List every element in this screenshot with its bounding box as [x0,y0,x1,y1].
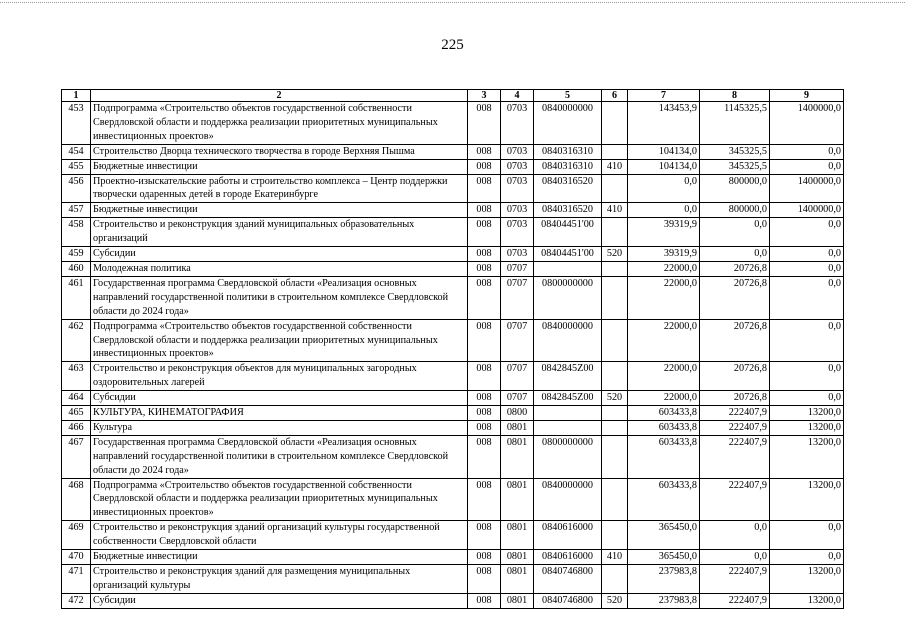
table-row [62,391,844,406]
amount-year2-cell: 800000,0 [700,174,770,203]
ministry-code-cell: 008 [468,593,501,608]
row-number-cell: 468 [62,478,91,521]
amount-year1-cell: 603433,8 [628,435,700,478]
target-article-cell: 08404451'00 [534,247,602,262]
expense-type-cell [602,478,628,521]
table-body [62,102,844,609]
section-code-cell: 0707 [501,362,534,391]
target-article-cell [534,420,602,435]
amount-year2-cell: 222407,9 [700,435,770,478]
amount-year3-cell: 0,0 [770,276,844,319]
expense-type-cell [602,102,628,145]
target-article-cell: 0840316310 [534,159,602,174]
row-number-cell: 466 [62,420,91,435]
table-row [62,218,844,247]
target-article-cell: 0840616000 [534,521,602,550]
header-cell: 5 [534,90,602,102]
amount-year1-cell: 237983,8 [628,593,700,608]
expense-type-cell: 520 [602,391,628,406]
row-name-cell: Бюджетные инвестиции [91,159,468,174]
amount-year3-cell: 13200,0 [770,435,844,478]
section-code-cell: 0800 [501,406,534,421]
target-article-cell: 0800000000 [534,276,602,319]
target-article-cell: 0840316520 [534,203,602,218]
target-article-cell: 0840746800 [534,593,602,608]
amount-year3-cell: 0,0 [770,391,844,406]
table-row [62,102,844,145]
amount-year2-cell: 0,0 [700,247,770,262]
amount-year2-cell: 800000,0 [700,203,770,218]
section-code-cell: 0707 [501,276,534,319]
table-header-row [62,90,844,102]
ministry-code-cell: 008 [468,261,501,276]
table-row [62,174,844,203]
section-code-cell: 0707 [501,319,534,362]
section-code-cell: 0703 [501,102,534,145]
amount-year2-cell: 222407,9 [700,420,770,435]
ministry-code-cell: 008 [468,102,501,145]
row-name-cell: Бюджетные инвестиции [91,550,468,565]
amount-year1-cell: 0,0 [628,203,700,218]
amount-year1-cell: 237983,8 [628,565,700,594]
row-name-cell: Субсидии [91,247,468,262]
row-number-cell: 463 [62,362,91,391]
header-cell: 3 [468,90,501,102]
amount-year3-cell: 1400000,0 [770,203,844,218]
section-code-cell: 0707 [501,261,534,276]
amount-year1-cell: 365450,0 [628,550,700,565]
amount-year2-cell: 20726,8 [700,319,770,362]
amount-year2-cell: 345325,5 [700,159,770,174]
amount-year3-cell: 0,0 [770,261,844,276]
target-article-cell: 0840000000 [534,102,602,145]
amount-year1-cell: 365450,0 [628,521,700,550]
amount-year1-cell: 22000,0 [628,391,700,406]
row-name-cell: Молодежная политика [91,261,468,276]
amount-year1-cell: 22000,0 [628,261,700,276]
header-cell: 6 [602,90,628,102]
row-name-cell: Строительство и реконструкция зданий для размещения муниципальных организаций культуры [91,565,468,594]
amount-year3-cell: 0,0 [770,144,844,159]
amount-year1-cell: 143453,9 [628,102,700,145]
ministry-code-cell: 008 [468,550,501,565]
ministry-code-cell: 008 [468,159,501,174]
section-code-cell: 0801 [501,521,534,550]
expense-type-cell [602,565,628,594]
section-code-cell: 0703 [501,218,534,247]
target-article-cell: 0842845Z00 [534,362,602,391]
row-number-cell: 469 [62,521,91,550]
table-row [62,144,844,159]
ministry-code-cell: 008 [468,144,501,159]
amount-year2-cell: 20726,8 [700,362,770,391]
expense-type-cell: 410 [602,159,628,174]
table-row [62,435,844,478]
amount-year3-cell: 13200,0 [770,565,844,594]
amount-year2-cell: 0,0 [700,521,770,550]
amount-year1-cell: 39319,9 [628,247,700,262]
amount-year3-cell: 13200,0 [770,420,844,435]
row-name-cell: Субсидии [91,391,468,406]
section-code-cell: 0801 [501,565,534,594]
header-cell: 4 [501,90,534,102]
amount-year2-cell: 222407,9 [700,478,770,521]
row-name-cell: Подпрограмма «Строительство объектов государственной собственности Свердловской области и поддержка реализации приоритетных муниципальных инвестиционных проектов» [91,319,468,362]
row-number-cell: 457 [62,203,91,218]
amount-year1-cell: 603433,8 [628,406,700,421]
expense-type-cell: 520 [602,593,628,608]
page-number: 225 [441,37,464,53]
amount-year2-cell: 222407,9 [700,406,770,421]
row-number-cell: 470 [62,550,91,565]
amount-year1-cell: 603433,8 [628,420,700,435]
row-name-cell: Проектно-изыскательские работы и строительство комплекса – Центр поддержки творчески одаренных детей в городе Екатеринбурге [91,174,468,203]
amount-year1-cell: 0,0 [628,174,700,203]
expense-type-cell [602,362,628,391]
row-name-cell: Субсидии [91,593,468,608]
expense-type-cell [602,174,628,203]
section-code-cell: 0703 [501,144,534,159]
amount-year3-cell: 13200,0 [770,478,844,521]
row-name-cell: Бюджетные инвестиции [91,203,468,218]
section-code-cell: 0801 [501,435,534,478]
amount-year2-cell: 20726,8 [700,391,770,406]
target-article-cell: 0800000000 [534,435,602,478]
amount-year1-cell: 22000,0 [628,319,700,362]
amount-year2-cell: 222407,9 [700,593,770,608]
row-number-cell: 455 [62,159,91,174]
ministry-code-cell: 008 [468,565,501,594]
amount-year1-cell: 39319,9 [628,218,700,247]
target-article-cell [534,406,602,421]
row-number-cell: 465 [62,406,91,421]
ministry-code-cell: 008 [468,478,501,521]
target-article-cell: 0840746800 [534,565,602,594]
ministry-code-cell: 008 [468,521,501,550]
ministry-code-cell: 008 [468,174,501,203]
row-number-cell: 460 [62,261,91,276]
amount-year2-cell: 345325,5 [700,144,770,159]
target-article-cell: 0842845Z00 [534,391,602,406]
amount-year1-cell: 22000,0 [628,276,700,319]
amount-year3-cell: 13200,0 [770,406,844,421]
amount-year3-cell: 0,0 [770,159,844,174]
ministry-code-cell: 008 [468,420,501,435]
ministry-code-cell: 008 [468,203,501,218]
expense-type-cell: 410 [602,550,628,565]
ministry-code-cell: 008 [468,391,501,406]
expense-type-cell [602,261,628,276]
amount-year2-cell: 222407,9 [700,565,770,594]
expense-type-cell [602,521,628,550]
row-name-cell: Строительство и реконструкция объектов для муниципальных загородных оздоровительных лагерей [91,362,468,391]
amount-year1-cell: 22000,0 [628,362,700,391]
table-row [62,593,844,608]
header-cell: 1 [62,90,91,102]
target-article-cell: 0840000000 [534,478,602,521]
section-code-cell: 0703 [501,203,534,218]
row-number-cell: 458 [62,218,91,247]
ministry-code-cell: 008 [468,276,501,319]
row-name-cell: Строительство Дворца технического творчества в городе Верхняя Пышма [91,144,468,159]
header-cell: 9 [770,90,844,102]
ministry-code-cell: 008 [468,319,501,362]
expense-type-cell [602,420,628,435]
top-edge-rule [0,2,905,4]
section-code-cell: 0703 [501,159,534,174]
table-row [62,203,844,218]
amount-year3-cell: 0,0 [770,521,844,550]
amount-year1-cell: 603433,8 [628,478,700,521]
amount-year3-cell: 1400000,0 [770,174,844,203]
table-row [62,159,844,174]
amount-year1-cell: 104134,0 [628,144,700,159]
table-row [62,319,844,362]
row-number-cell: 467 [62,435,91,478]
budget-table [61,89,844,609]
row-name-cell: Государственная программа Свердловской области «Реализация основных направлений государственной политики в строительном комплексе Свердловской области до 2024 года» [91,276,468,319]
row-number-cell: 456 [62,174,91,203]
expense-type-cell [602,276,628,319]
row-number-cell: 459 [62,247,91,262]
row-name-cell: Строительство и реконструкция зданий организаций культуры государственной собственности Свердловской области [91,521,468,550]
table-row [62,478,844,521]
amount-year3-cell: 0,0 [770,550,844,565]
section-code-cell: 0703 [501,247,534,262]
table-row [62,521,844,550]
row-number-cell: 462 [62,319,91,362]
ministry-code-cell: 008 [468,406,501,421]
target-article-cell [534,261,602,276]
header-cell: 7 [628,90,700,102]
row-name-cell: КУЛЬТУРА, КИНЕМАТОГРАФИЯ [91,406,468,421]
section-code-cell: 0801 [501,593,534,608]
table-row [62,565,844,594]
row-number-cell: 472 [62,593,91,608]
row-number-cell: 464 [62,391,91,406]
row-number-cell: 471 [62,565,91,594]
table-row [62,362,844,391]
expense-type-cell [602,144,628,159]
row-number-cell: 453 [62,102,91,145]
table-row [62,247,844,262]
ministry-code-cell: 008 [468,435,501,478]
table-row [62,406,844,421]
amount-year2-cell: 20726,8 [700,276,770,319]
header-cell: 2 [91,90,468,102]
row-name-cell: Культура [91,420,468,435]
amount-year3-cell: 1400000,0 [770,102,844,145]
section-code-cell: 0707 [501,391,534,406]
table-row [62,276,844,319]
header-cell: 8 [700,90,770,102]
target-article-cell: 08404451'00 [534,218,602,247]
target-article-cell: 0840316310 [534,144,602,159]
amount-year2-cell: 0,0 [700,218,770,247]
section-code-cell: 0801 [501,420,534,435]
ministry-code-cell: 008 [468,218,501,247]
amount-year2-cell: 20726,8 [700,261,770,276]
amount-year3-cell: 0,0 [770,362,844,391]
amount-year2-cell: 1145325,5 [700,102,770,145]
amount-year1-cell: 104134,0 [628,159,700,174]
target-article-cell: 0840616000 [534,550,602,565]
target-article-cell: 0840316520 [534,174,602,203]
section-code-cell: 0703 [501,174,534,203]
amount-year3-cell: 0,0 [770,218,844,247]
target-article-cell: 0840000000 [534,319,602,362]
ministry-code-cell: 008 [468,362,501,391]
table-row [62,420,844,435]
expense-type-cell: 410 [602,203,628,218]
expense-type-cell [602,435,628,478]
section-code-cell: 0801 [501,478,534,521]
row-number-cell: 454 [62,144,91,159]
expense-type-cell: 520 [602,247,628,262]
expense-type-cell [602,319,628,362]
ministry-code-cell: 008 [468,247,501,262]
row-name-cell: Подпрограмма «Строительство объектов государственной собственности Свердловской области и поддержка реализации приоритетных муниципальных инвестиционных проектов» [91,478,468,521]
row-name-cell: Строительство и реконструкция зданий муниципальных образовательных организаций [91,218,468,247]
amount-year2-cell: 0,0 [700,550,770,565]
table-row [62,550,844,565]
table-row [62,261,844,276]
row-name-cell: Государственная программа Свердловской области «Реализация основных направлений государственной политики в строительном комплексе Свердловской области до 2024 года» [91,435,468,478]
section-code-cell: 0801 [501,550,534,565]
row-name-cell: Подпрограмма «Строительство объектов государственной собственности Свердловской области и поддержка реализации приоритетных муниципальных инвестиционных проектов» [91,102,468,145]
expense-type-cell [602,406,628,421]
row-number-cell: 461 [62,276,91,319]
amount-year3-cell: 0,0 [770,319,844,362]
amount-year3-cell: 0,0 [770,247,844,262]
amount-year3-cell: 13200,0 [770,593,844,608]
expense-type-cell [602,218,628,247]
